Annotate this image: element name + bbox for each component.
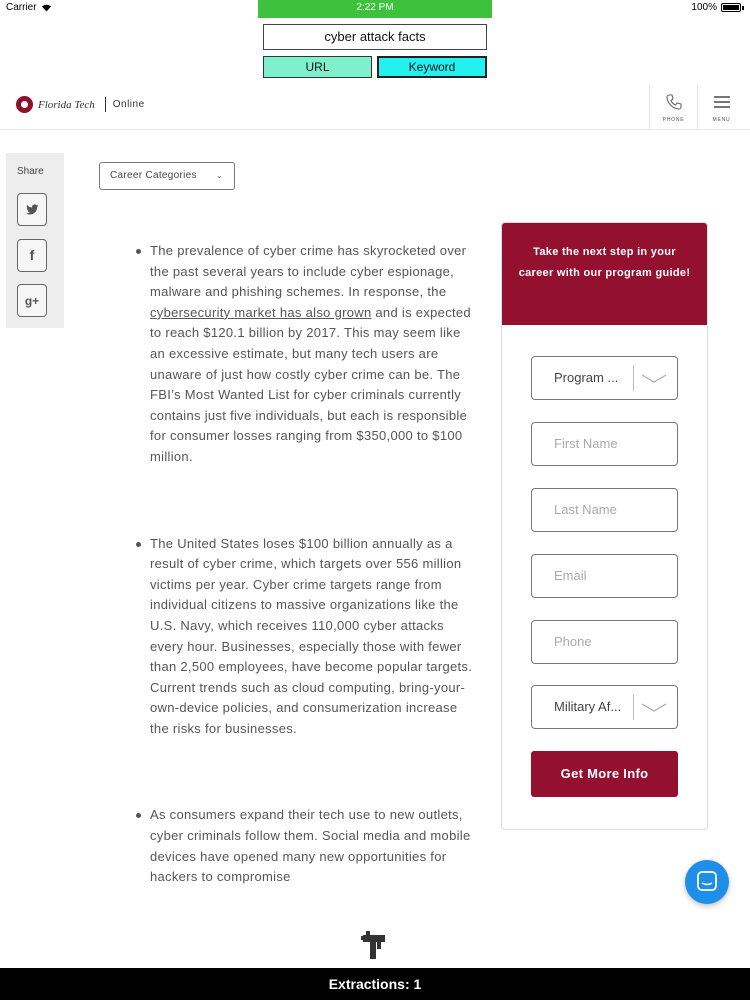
article-body [134,241,479,916]
last-name-field[interactable]: Last Name [531,488,678,532]
menu-button[interactable] [697,85,745,129]
share-sidebar [6,153,64,328]
military-affiliation-select[interactable]: Military Af... [531,685,678,729]
logo-text: Florida Tech [38,98,95,111]
program-select[interactable]: Program ... [531,356,678,400]
chat-launcher-button[interactable] [685,860,729,904]
get-more-info-button[interactable]: Get More Info [531,751,678,797]
share-label: Share [17,166,44,177]
phone-icon [665,93,683,111]
google-plus-icon: g+ [24,294,40,308]
chevron-down-icon [641,357,667,399]
menu-label: MENU [712,117,731,123]
battery-percent: 100% [691,2,717,13]
list-item: The prevalence of cyber crime has skyrocketed over the past several years to include cyber espionage, malware and phishing schemes. In response, the cybersecurity market has also grown and is expected to reach $120.1 billion by 2017. This may seem like an excessive estimate, but many tech users are unaware of just how costly cyber crime can be. The FBI’s Most Wanted List for cyber criminals currently contains just five individuals, but each is responsible for consumer losses ranging from $350,000 to $100 million. [134,241,479,468]
wifi-icon [41,3,52,12]
search-input[interactable]: cyber attack facts [263,24,487,50]
list-item: As consumers expand their tech use to new outlets, cyber criminals follow them. Social media and mobile devices have opened many new opportunities for hackers to compromise [134,805,479,887]
form-heading: Take the next step in your career with our program guide! [502,223,707,325]
site-logo[interactable] [16,96,145,113]
twitter-icon [25,204,39,216]
chevron-down-icon: ⌄ [215,171,223,180]
url-button[interactable]: URL [263,56,372,78]
chat-icon [685,860,729,904]
facebook-icon: f [29,247,35,263]
site-header [0,86,750,130]
phone-button[interactable] [649,85,697,129]
email-field[interactable]: Email [531,554,678,598]
cybersecurity-market-link[interactable]: cybersecurity market has also grown [150,304,372,320]
carrier-indicator [6,2,52,13]
phone-field[interactable]: Phone [531,620,678,664]
extractions-counter: Extractions: 1 [0,968,750,1000]
list-item: The United States loses $100 billion annually as a result of cyber crime, which targets over 556 million victims per year. Cyber crime targets range from individual citizens to massive organizations like the U.S. Navy, which receives 110,000 cyber attacks every hour. Businesses, especially those with fewer than 2,500 employees, have become popular targets. Current trends such as cloud computing, bring-your-own-device policies, and consumerization increase the risks for businesses. [134,534,479,740]
chevron-down-icon [641,686,667,728]
battery-icon [721,3,741,12]
keyword-button[interactable]: Keyword [377,56,487,78]
facebook-share-button[interactable] [17,239,47,272]
logo-divider [105,97,106,112]
florida-tech-seal-icon [16,96,33,113]
carrier-label: Carrier [6,2,37,13]
program-guide-form [501,222,708,830]
fact-list [134,241,479,888]
status-time: 2:22 PM [258,0,492,18]
status-bar [0,0,750,18]
phone-label: PHONE [662,117,685,123]
career-categories-dropdown[interactable] [99,162,235,190]
hamburger-menu-icon [713,93,731,111]
extraction-tool-icon[interactable] [360,929,390,961]
first-name-field[interactable]: First Name [531,422,678,466]
twitter-share-button[interactable] [17,193,47,226]
career-categories-label: Career Categories [110,170,197,181]
google-plus-share-button[interactable] [17,284,47,317]
logo-online-label: Online [112,99,145,110]
battery-indicator [691,2,744,13]
